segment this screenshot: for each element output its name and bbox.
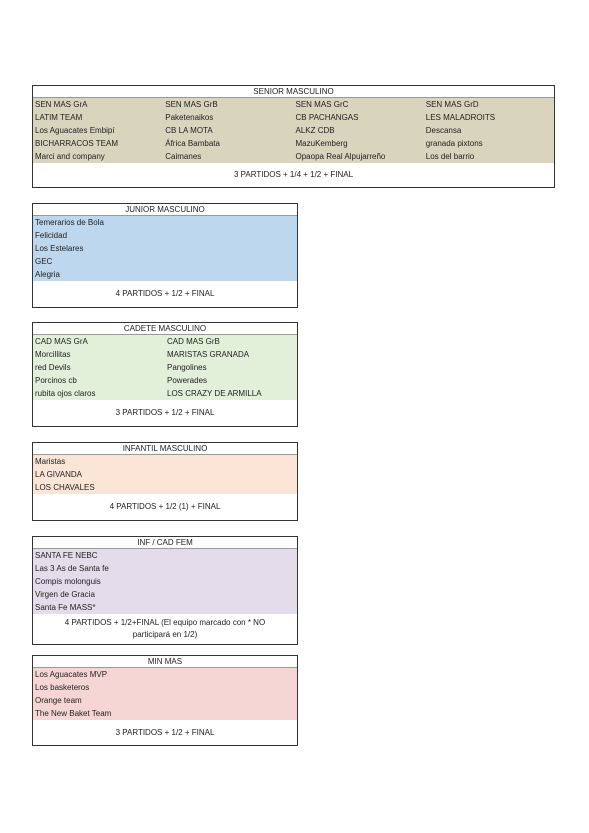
team-cell: MARISTAS GRANADA bbox=[167, 350, 250, 359]
team-row bbox=[33, 137, 554, 150]
team-cell: SEN MAS GrB bbox=[165, 100, 218, 109]
team-cell: granada pixtons bbox=[425, 139, 483, 148]
format-footer: 4 PARTIDOS + 1/2 + FINAL bbox=[33, 281, 297, 307]
team-cell: Marci and company bbox=[35, 152, 105, 161]
team-cell: Paketenaikos bbox=[165, 113, 214, 122]
block-title: INF / CAD FEM bbox=[33, 537, 297, 549]
team-row bbox=[33, 575, 297, 588]
team-row bbox=[33, 255, 297, 268]
team-cell: Temerarios de Bola bbox=[35, 218, 104, 227]
team-row bbox=[33, 707, 297, 720]
team-cell: CB PACHANGAS bbox=[295, 113, 359, 122]
junior-masculino-block bbox=[32, 203, 298, 308]
team-cell: MazuKemberg bbox=[295, 139, 348, 148]
team-cell: Compis molonguis bbox=[35, 577, 101, 586]
infantil-masculino-block bbox=[32, 442, 298, 521]
team-cell: Los basketeros bbox=[35, 683, 90, 692]
format-footer: 3 PARTIDOS + 1/4 + 1/2 + FINAL bbox=[33, 163, 554, 187]
team-row bbox=[33, 216, 297, 229]
team-row bbox=[33, 601, 297, 614]
team-cell: GEC bbox=[35, 257, 53, 266]
team-cell: Santa Fe MASS* bbox=[35, 603, 96, 612]
team-row bbox=[33, 681, 297, 694]
team-row bbox=[33, 387, 297, 400]
team-cell: Felicidad bbox=[35, 231, 68, 240]
block-title: MIN MAS bbox=[33, 656, 297, 668]
team-row bbox=[33, 335, 297, 348]
team-cell: red Devils bbox=[35, 363, 71, 372]
team-cell: BICHARRACOS TEAM bbox=[35, 139, 118, 148]
team-row bbox=[33, 455, 297, 468]
team-list bbox=[33, 216, 297, 281]
team-cell: LOS CHAVALES bbox=[35, 483, 95, 492]
inf-cad-fem-block bbox=[32, 536, 298, 645]
block-title: INFANTIL MASCULINO bbox=[33, 443, 297, 455]
team-cell: SEN MAS GrD bbox=[425, 100, 479, 109]
team-list bbox=[33, 98, 554, 163]
team-row bbox=[33, 562, 297, 575]
team-row bbox=[33, 588, 297, 601]
team-cell: Los Aguacates MVP bbox=[35, 670, 108, 679]
team-row bbox=[33, 111, 554, 124]
team-row bbox=[33, 348, 297, 361]
min-mas-block bbox=[32, 655, 298, 746]
block-title: SENIOR MASCULINO bbox=[33, 86, 554, 98]
team-row bbox=[33, 549, 297, 562]
team-cell: Virgen de Gracia bbox=[35, 590, 95, 599]
team-cell: CAD MAS GrA bbox=[35, 337, 88, 346]
team-row bbox=[33, 361, 297, 374]
team-cell: SANTA FE NEBC bbox=[35, 551, 98, 560]
format-footer: 3 PARTIDOS + 1/2 + FINAL bbox=[33, 720, 297, 745]
team-cell: rubita ojos claros bbox=[35, 389, 96, 398]
team-cell: Los del barrio bbox=[425, 152, 475, 161]
team-cell: SEN MAS GrC bbox=[295, 100, 349, 109]
team-cell: Caimanes bbox=[165, 152, 202, 161]
team-list bbox=[33, 549, 297, 614]
format-footer: 4 PARTIDOS + 1/2 (1) + FINAL bbox=[33, 494, 297, 520]
team-cell: Opaopa Real Alpujarreño bbox=[295, 152, 386, 161]
team-cell: Los Estelares bbox=[35, 244, 84, 253]
team-cell: ALKZ CDB bbox=[295, 126, 335, 135]
team-cell: Descansa bbox=[425, 126, 462, 135]
format-footer: 4 PARTIDOS + 1/2+FINAL (El equipo marcado con * NO participará en 1/2) bbox=[33, 614, 297, 644]
senior-masculino-block bbox=[32, 85, 555, 188]
team-cell: The New Baket Team bbox=[35, 709, 112, 718]
team-cell: Las 3 As de Santa fe bbox=[35, 564, 109, 573]
team-cell: LA GIVANDA bbox=[35, 470, 82, 479]
team-cell: CB LA MOTA bbox=[165, 126, 213, 135]
team-row bbox=[33, 242, 297, 255]
team-cell: Porcinos cb bbox=[35, 376, 77, 385]
block-title: CADETE MASCULINO bbox=[33, 323, 297, 335]
team-cell: Orange team bbox=[35, 696, 82, 705]
team-cell: CAD MAS GrB bbox=[167, 337, 220, 346]
team-list bbox=[33, 335, 297, 400]
team-cell: África Bambata bbox=[165, 139, 220, 148]
team-cell: LES MALADROITS bbox=[425, 113, 496, 122]
team-cell: Powerades bbox=[167, 376, 208, 385]
team-row bbox=[33, 268, 297, 281]
block-title: JUNIOR MASCULINO bbox=[33, 204, 297, 216]
team-cell: Morcillitas bbox=[35, 350, 71, 359]
format-footer: 3 PARTIDOS + 1/2 + FINAL bbox=[33, 400, 297, 426]
cadete-masculino-block bbox=[32, 322, 298, 427]
team-row bbox=[33, 229, 297, 242]
team-list bbox=[33, 455, 297, 494]
team-list bbox=[33, 668, 297, 720]
team-row bbox=[33, 694, 297, 707]
team-row bbox=[33, 668, 297, 681]
team-row bbox=[33, 374, 297, 387]
team-cell: SEN MAS GrA bbox=[35, 100, 88, 109]
team-cell: Maristas bbox=[35, 457, 66, 466]
team-cell: Alegria bbox=[35, 270, 60, 279]
team-cell: Pangolines bbox=[167, 363, 207, 372]
team-row bbox=[33, 468, 297, 481]
team-row bbox=[33, 124, 554, 137]
team-cell: LOS CRAZY DE ARMILLA bbox=[167, 389, 262, 398]
team-row bbox=[33, 481, 297, 494]
team-row bbox=[33, 98, 554, 111]
team-cell: Los Aguacates Embipí bbox=[35, 126, 115, 135]
team-row bbox=[33, 150, 554, 163]
team-cell: LATIM TEAM bbox=[35, 113, 83, 122]
